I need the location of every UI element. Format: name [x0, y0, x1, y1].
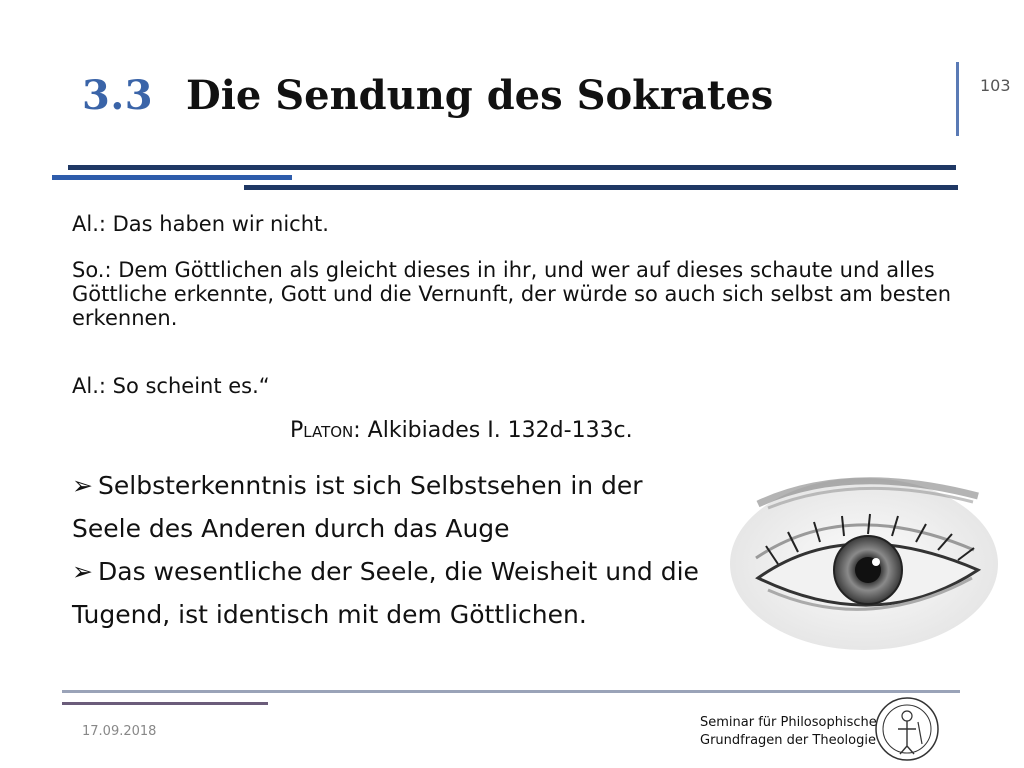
seminar-line-1: Seminar für Philosophische [700, 715, 877, 730]
bullet-text-2: Das wesentliche der Seele, die Weisheit und die Tugend, ist identisch mit dem Göttlichen. [72, 557, 699, 629]
arrow-bullet-icon: ➢ [72, 471, 93, 500]
bullet-text-1: Selbsterkenntnis ist sich Selbstsehen in der Seele des Anderen durch das Auge [72, 471, 643, 543]
section-number: 3.3 [82, 72, 154, 119]
footer-date: 17.09.2018 [82, 724, 157, 739]
footer-seminar [700, 714, 877, 750]
header-rule-accent [52, 175, 292, 180]
footer-rule-accent [62, 702, 268, 705]
arrow-bullet-icon: ➢ [72, 557, 93, 586]
quote-line-1: Al.: Das haben wir nicht. [72, 212, 329, 236]
eye-sketch-image [728, 466, 1000, 658]
citation-source: : Alkibiades I. 132d-133c. [353, 418, 633, 443]
citation-author: Platon [290, 418, 354, 443]
page-number: 103 [980, 76, 1011, 95]
seminar-line-2: Grundfragen der Theologie [700, 733, 876, 748]
title-divider [956, 62, 959, 136]
slide-title: Die Sendung des Sokrates [186, 72, 774, 119]
bullet-item-1 [72, 464, 712, 550]
bullet-item-2 [72, 550, 712, 636]
quote-line-2: So.: Dem Göttlichen als gleicht dieses in ihr, und wer auf dieses schaute und alles Göttliche erkennte, Gott und die Vernunft, der würde so auch sich selbst am besten erkennen. [72, 258, 952, 330]
university-seal-logo [874, 696, 940, 762]
footer-rule [62, 690, 960, 693]
header-rule-bottom [244, 185, 958, 190]
quote-line-3: Al.: So scheint es.“ [72, 374, 270, 398]
header-rule-top [68, 165, 956, 170]
citation [290, 418, 633, 443]
